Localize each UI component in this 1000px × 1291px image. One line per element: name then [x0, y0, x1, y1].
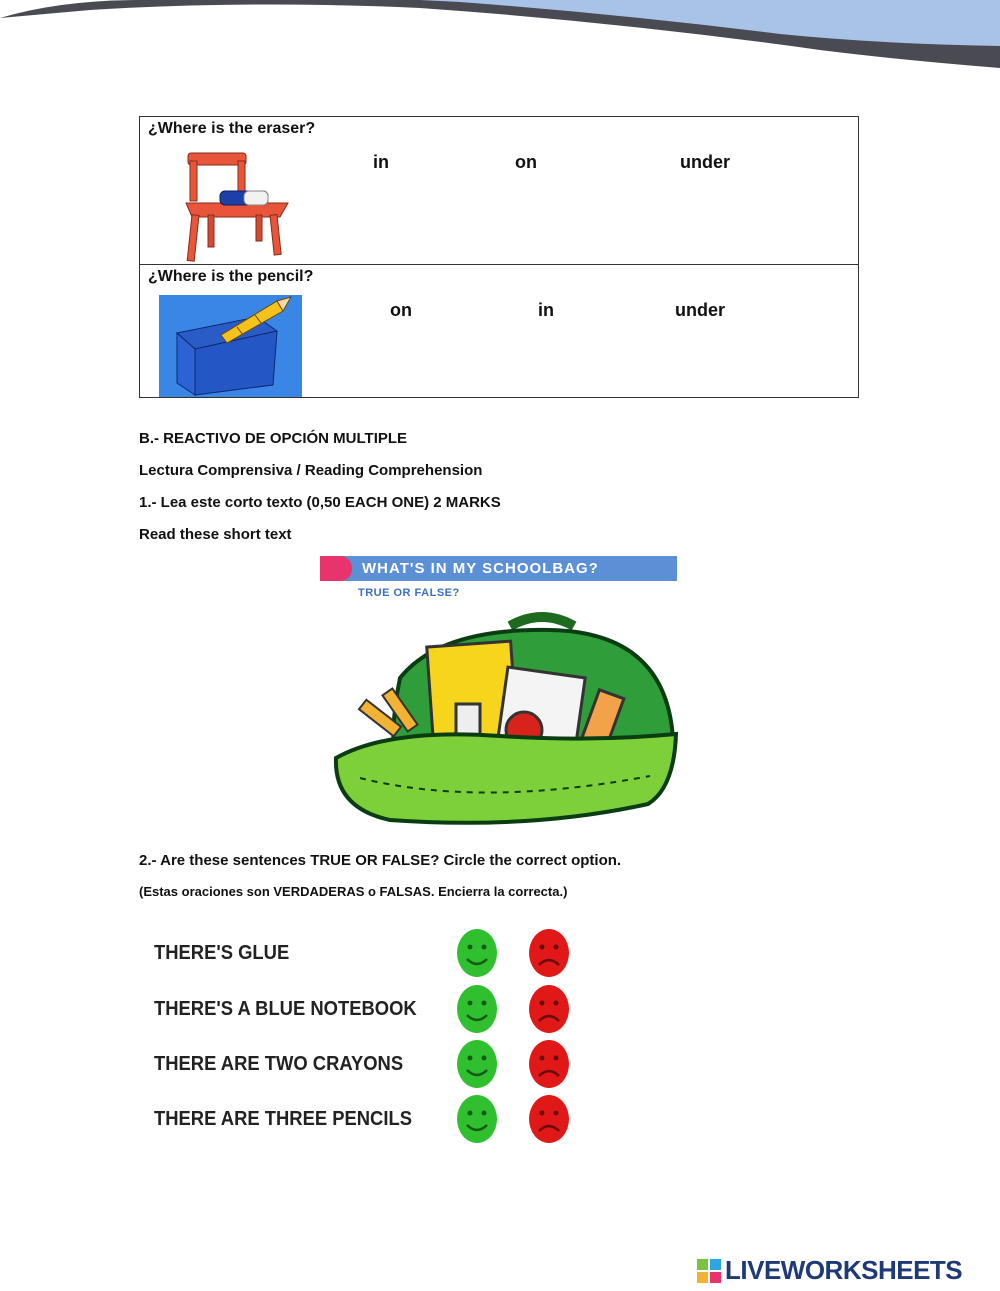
tf-statement-2: THERE'S A BLUE NOTEBOOK [154, 998, 417, 1020]
section-subheading: Lectura Comprensiva / Reading Comprehension [139, 462, 483, 479]
happy-face-icon[interactable] [455, 1038, 499, 1090]
option-on[interactable]: on [515, 152, 537, 172]
header-wave-decoration [0, 0, 1000, 70]
happy-face-icon[interactable] [455, 1093, 499, 1145]
question-text: ¿Where is the eraser? [148, 120, 316, 137]
option-under[interactable]: under [680, 152, 731, 172]
pencil-in-box-picture [159, 295, 302, 397]
option-in[interactable]: in [538, 300, 554, 320]
question-table [139, 116, 859, 398]
option-in[interactable]: in [373, 152, 389, 172]
option-under[interactable]: under [675, 300, 726, 320]
sad-face-icon[interactable] [527, 1093, 571, 1145]
question-row-eraser [140, 117, 858, 265]
sad-face-icon[interactable] [527, 927, 571, 979]
happy-face-icon[interactable] [455, 927, 499, 979]
sad-face-icon[interactable] [527, 983, 571, 1035]
logo-text: LIVEWORKSHEETS [725, 1255, 963, 1285]
tf-statement-1: THERE'S GLUE [154, 942, 290, 964]
tf-statement-4: THERE ARE THREE PENCILS [154, 1108, 412, 1130]
sad-face-icon[interactable] [527, 1038, 571, 1090]
banner-subtitle: TRUE OR FALSE? [358, 587, 460, 599]
option-on[interactable]: on [390, 300, 412, 320]
banner-tab [320, 556, 352, 581]
happy-face-icon[interactable] [455, 983, 499, 1035]
schoolbag-picture [330, 608, 680, 830]
tf-instruction: 2.- Are these sentences TRUE OR FALSE? Circle the correct option. [139, 852, 622, 869]
banner-title: WHAT'S IN MY SCHOOLBAG? [362, 560, 599, 577]
tf-statement-3: THERE ARE TWO CRAYONS [154, 1053, 404, 1075]
schoolbag-banner [320, 556, 677, 581]
question-text: ¿Where is the pencil? [148, 268, 314, 285]
instruction-read: 1.- Lea este corto texto (0,50 EACH ONE) 2 MARKS [139, 494, 501, 511]
instruction-read-english: Read these short text [139, 526, 292, 543]
logo-blocks-icon [697, 1259, 721, 1283]
question-row-pencil [140, 265, 858, 397]
chair-with-eraser-picture [178, 151, 298, 263]
tf-instruction-spanish: (Estas oraciones son VERDADERAS o FALSAS. Encierra la correcta.) [139, 884, 568, 899]
section-heading: B.- REACTIVO DE OPCIÓN MULTIPLE [139, 430, 408, 447]
